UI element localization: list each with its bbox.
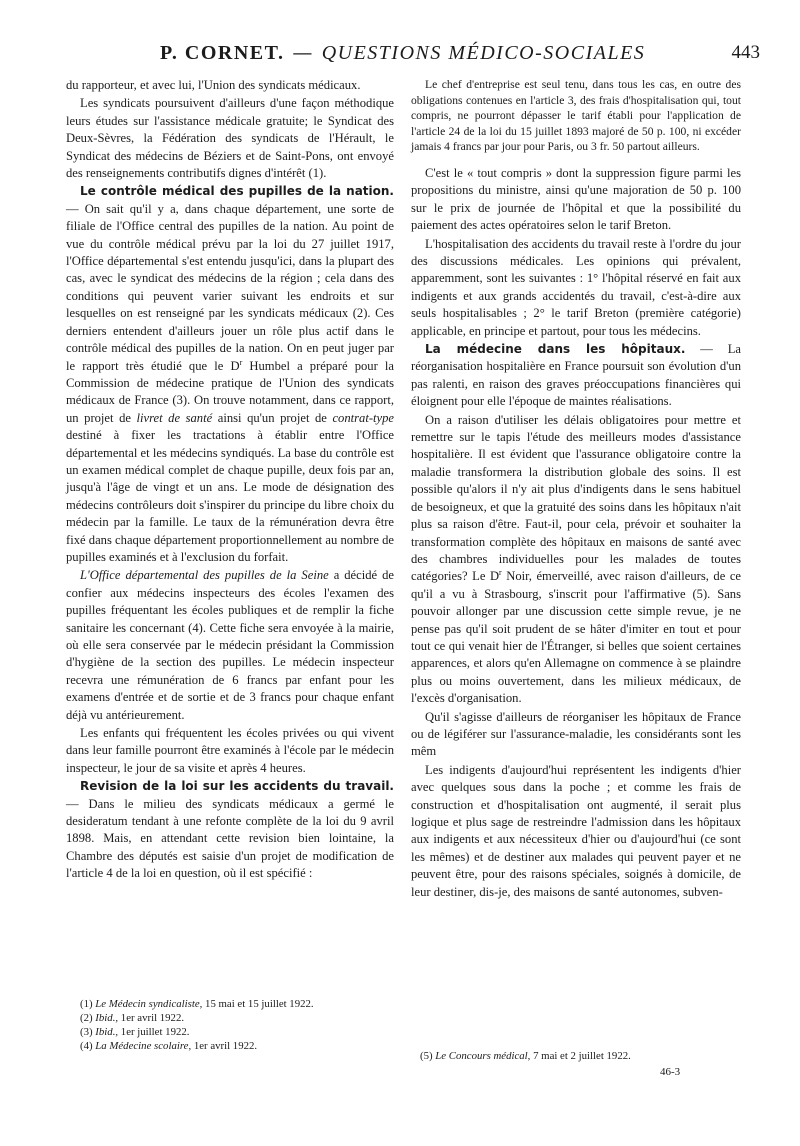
footnote-number: (3) <box>80 1026 96 1038</box>
footnote-number: (2) <box>80 1012 96 1024</box>
footnote-number: (1) <box>80 998 96 1010</box>
footnote-title: Ibid., <box>95 1026 119 1038</box>
italic-term: L'Office départemental des pupilles de la Seine <box>80 568 329 583</box>
footnote <box>420 1049 740 1063</box>
footnote <box>80 1025 380 1039</box>
paragraph: L'hospitalisation des accidents du travail reste à l'ordre du jour des discussions médicales. Les opinions qui prévalent, apparemment, sont les suivantes : 1° l'hôpital réservé en fait aux indigents et aux grands accidentés du travail, c'est-à-dire aux seuls hospitalisables ; 2° le tarif Breton (première catégorie) applicable, en principe et partout, pour tous les médecins. <box>411 236 741 338</box>
footnote-title: Le Médecin syndicaliste, <box>95 998 203 1010</box>
paragraph <box>66 183 394 566</box>
paragraph-text: a décidé de confier aux médecins inspecteurs des écoles l'examen des pupilles fréquentant les écoles publiques et de remplir la fiche sanitaire les concernant (4). Cette fiche sera envoyée à la mairie, où elle sera conservée par le médecin présidant la Commission d'hygiène de la section des pupilles. Le médecin inspecteur recevra une rémunération de 6 francs par enfant pour les examens d'entrée et de sortie et de 3 francs pour chaque enfant déjà vu antérieurement. <box>66 568 394 722</box>
printer-signature: 46-3 <box>660 1066 681 1078</box>
page-number: 443 <box>731 42 760 63</box>
footnote-date: 7 mai et 2 juillet 1922. <box>530 1050 631 1062</box>
paragraph: Les indigents d'aujourd'hui représentent les indigents d'hier avec quelques sous dans la poche ; et comme les frais de construction et d'hospitalisation ont augmenté, il serait plus logique et plus sage de restreindre l'admission dans les hôpitaux aux indigents et aux nécessiteux d'hier ou d'aujourd'hui (ce sont les mêmes) et de destiner aux malades qui peuvent payer et ne peuvent être, pour des raisons spéciales, soignés à domicile, de leur destiner, dis-je, des maisons de santé autonomes, subven- <box>411 762 741 899</box>
paragraph-text: On a raison d'utiliser les délais obligatoires pour mettre et remettre sur le tapis l'étude des meilleurs modes d'assistance hospitalière. Il est évident que l'assurance obligatoire contre la maladie transformera la distribution globale des soins. Il est possible qu'alors il n'y ait plus d'indigents dans le sens habituel de besoigneux, et que la gratuité des soins dans les hôpitaux n'ait plus sa raison d'être. Faut-il, pour cela, prévoir et souhaiter la transformation complète des hôpitaux en maisons de santé avec des chambres individuelles pour les malades de toutes catégories? Le D <box>411 412 741 584</box>
paragraph-text: Humbel a préparé pour la Commission de médecine pratique de l'Union des syndicats médicaux de France (3). On trouve notamment, dans ce rapport, un projet de <box>66 358 394 425</box>
footnote-title: Le Concours médical, <box>435 1050 531 1062</box>
heading-dash: — <box>66 201 85 216</box>
left-column <box>66 77 394 883</box>
paragraph: Les enfants qui fréquentent les écoles privées ou qui vivent dans leur famille pourront être examinés à l'école par le médecin inspecteur, le jour de sa visite et après 4 heures. <box>66 726 394 775</box>
running-title <box>160 40 645 65</box>
paragraph-text: On sait qu'il y a, dans chaque département, une sorte de filiale de l'Office central des pupilles de la nation. Au point de vue du contrôle médical prévu par la loi du 27 juillet 1917, l'Office départemental s'est entendu jusqu'ici, dans la plupart des cas, avec le syndicat des médecins de la région ; cela dans des conditions qui peuvent varier suivant les endroits et sur lesquelles on est renseigné par les syndicats médicaux (2). Ces derniers entendent d'ailleurs jouer un rôle plus actif dans le contrôle médical des pupilles de la nation. On en peut juger par le rapport très étudié que le D <box>66 201 394 373</box>
paragraph-text: — La réorganisation hospitalière en France poursuit son évolution d'un pas ralenti, en raison des graves préoccupations financières qui éloignent pour elle l'époque de maintes réalisations. <box>411 342 741 409</box>
footnote-title: Ibid., <box>95 1012 119 1024</box>
right-column <box>411 77 741 901</box>
paragraph: Les syndicats poursuivent d'ailleurs d'une façon méthodique leurs études sur l'assistance médicale gratuite; le Syndicat des Deux-Sèvres, la Fédération des syndicats de l'Hérault, le Syndicat des médecins de Béziers et de Saint-Pons, ont envoyé des renseignements contributifs dignes d'intérêt (1). <box>66 96 394 181</box>
paragraph-text: ainsi qu'un projet de <box>212 410 333 425</box>
footnote <box>80 997 380 1011</box>
paragraph <box>66 778 394 882</box>
paragraph: C'est le « tout compris » dont la suppression figure parmi les propositions du ministre, ainsi qu'une majoration de 50 p. 100 sur le prix de journée de l'hôpital et que la possibilité du paiement des actes opératoires selon le tarif Breton. <box>411 165 741 233</box>
paragraph-text: — Dans le milieu des syndicats médicaux a germé le desideratum tendant à une refonte complète de la loi du 9 avril 1898. Mais, en attendant cette revision bien lointaine, la Chambre des députés est saisie d'un projet de modification de l'article 4 de la loi en question, où il est spécifié : <box>66 796 394 881</box>
footnote <box>80 1039 380 1053</box>
quoted-article: Le chef d'entreprise est seul tenu, dans tous les cas, en outre des obligations contenues en l'article 3, des frais d'hospitalisation qui, tout compris, ne pourront dépasser le tarif établi pour l'application de l'article 24 de la loi du 15 juillet 1893 majoré de 50 p. 100, ni excéder jamais 4 francs par jour pour Paris, ou 3 fr. 50 partout ailleurs. <box>411 78 741 154</box>
footnote <box>80 1011 380 1025</box>
author-name: P. CORNET. <box>160 42 285 64</box>
section-heading: Le contrôle médical des pupilles de la nation. <box>80 184 394 199</box>
paragraph: du rapporteur, et avec lui, l'Union des syndicats médicaux. <box>66 78 361 92</box>
paragraph <box>66 567 394 724</box>
paragraph: Qu'il s'agisse d'ailleurs de réorganiser les hôpitaux de France ou de légiférer sur l'assurance-maladie, les considérants sont les mêm <box>411 709 741 759</box>
paragraph-text: destiné à fixer les tractations à établir entre l'Office départemental et les médecins syndiqués. La base du contrôle est un examen médical complet de chaque pupille, deux fois par an, jusqu'à l'âge de vingt et un ans. Le mode de désignation des médecins contrôleurs doit s'inspirer du principe du libre choix du médecin par la famille. Le taux de la rémunération devra être fixé dans chaque département proportionnellement au nombre de pupilles examinés et à l'exclusion du forfait. <box>66 428 394 564</box>
title-dash: — <box>284 40 322 64</box>
footnote-title: La Médecine scolaire, <box>95 1040 192 1052</box>
page-header <box>60 40 760 72</box>
footnote-date: 1er avril 1922. <box>191 1040 258 1052</box>
footnote-date: 1er avril 1922. <box>118 1012 185 1024</box>
superscript: r <box>239 357 243 367</box>
superscript: r <box>499 568 502 578</box>
footnotes-right <box>420 1049 740 1063</box>
section-title: QUESTIONS MÉDICO-SOCIALES <box>321 42 646 64</box>
footnote-number: (5) <box>420 1050 436 1062</box>
footnotes-left <box>80 997 380 1053</box>
italic-term: contrat-type <box>332 410 394 425</box>
section-heading: Revision de la loi sur les accidents du travail. <box>80 779 394 794</box>
paragraph <box>411 341 741 411</box>
footnote-date: 15 mai et 15 juillet 1922. <box>202 998 314 1010</box>
italic-term: livret de santé <box>136 410 213 425</box>
section-heading: La médecine dans les hôpitaux. <box>425 342 686 357</box>
paragraph-text: Noir, émerveillé, avec raison d'ailleurs, de ce qu'il a vu à Strasbourg, s'inscrit pour l'affirmative (5). Sans pouvoir allonger par une discussion cette simple revue, je ne pense pas qu'il soit prudent de se hâter d'imiter en tout et pour tout ce qui venait hier de l'Étranger, si belles que soient certaines apparences, et alors qu'en Allemagne on commence à se plaindre plus ou moins ouvertement, dans les milieux médicaux, de l'excès d'organisation. <box>411 569 742 706</box>
footnote-number: (4) <box>80 1040 96 1052</box>
footnote-date: 1er juillet 1922. <box>118 1026 190 1038</box>
paragraph <box>411 412 741 708</box>
